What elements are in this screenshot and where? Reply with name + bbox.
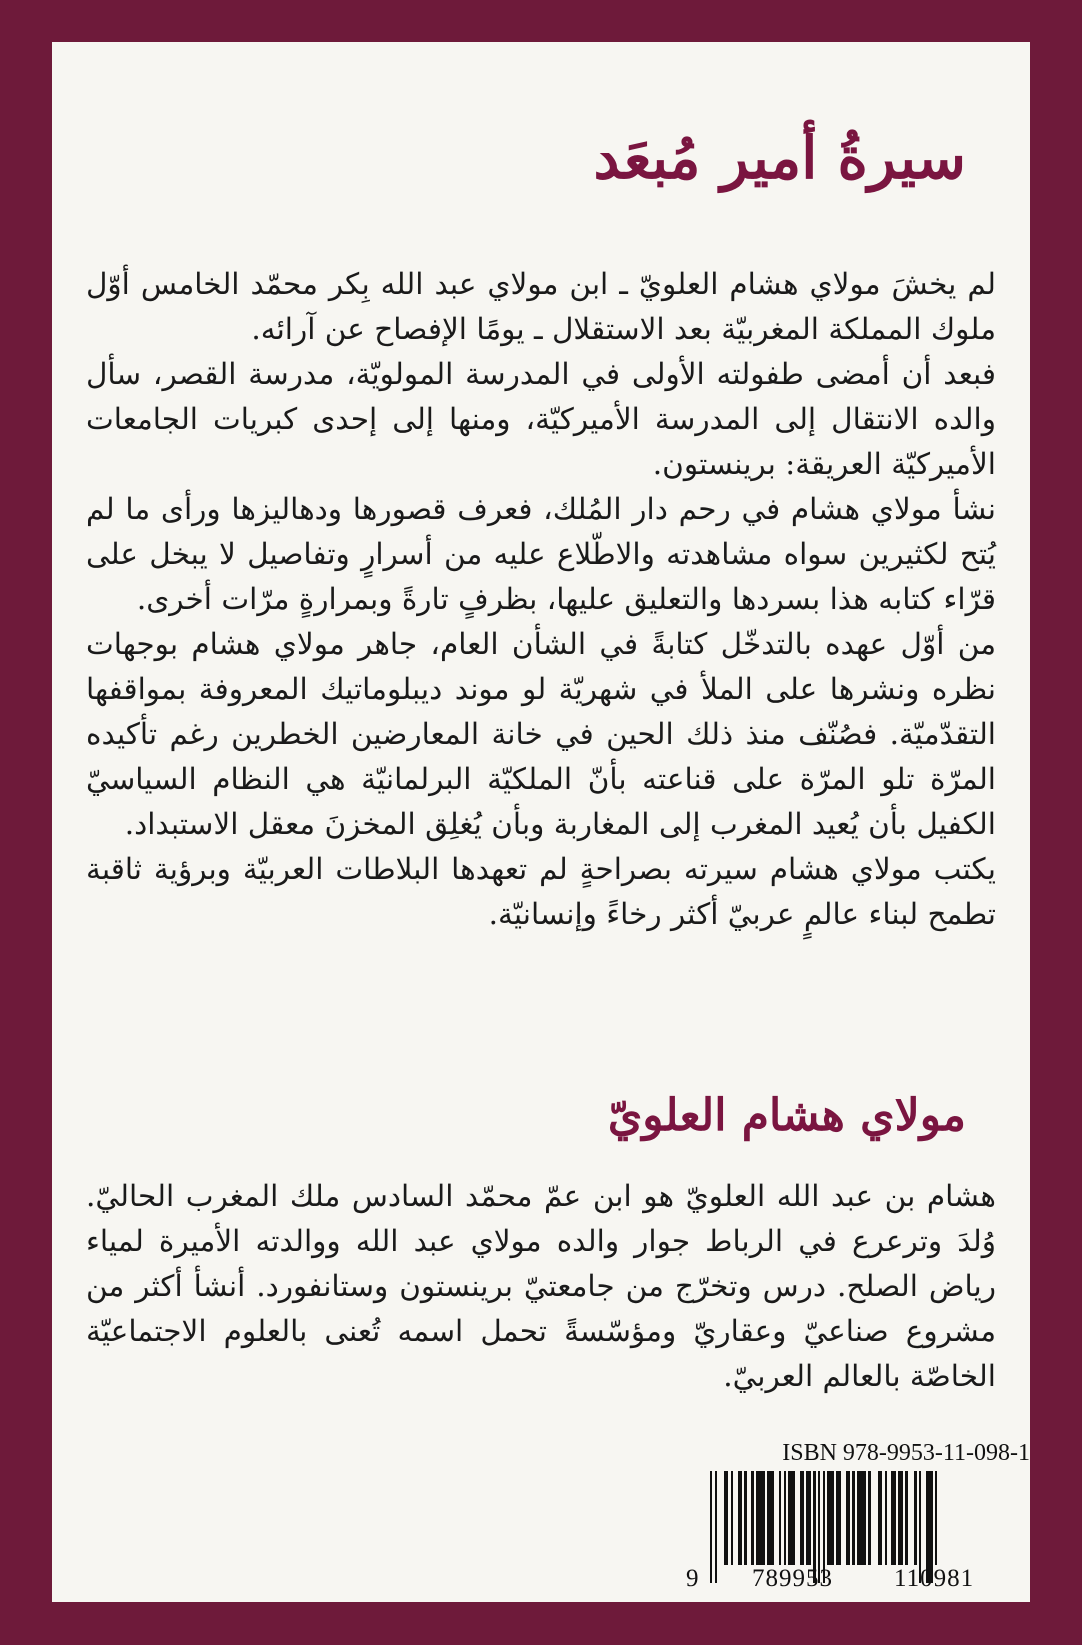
barcode-bar xyxy=(827,1471,834,1565)
isbn-barcode-block xyxy=(684,1440,1030,1593)
back-cover xyxy=(52,42,1030,1602)
blurb-paragraph: يكتب مولاي هشام سيرته بصراحةٍ لم تعهدها البلاطات العربيّة وبرؤية ثاقبة تطمح لبناء عالمٍ عربيّ أكثر رخاءً وإنسانيّة. xyxy=(86,852,996,931)
author-bio-text: هشام بن عبد الله العلويّ هو ابن عمّ محمّد السادس ملك المغرب الحاليّ. وُلدَ وترعرع في الرباط جوار والده مولاي عبد الله ووالدته الأميرة لمياء رياض الصلح. درس وتخرّج من جامعتيّ برينستون وستانفورد. أنشأ أكثر من مشروع صناعيّ وعقاريّ ومؤسّسةً تحمل اسمه تُعنى بالعلوم الاجتماعيّة الخاصّة بالعالم العربيّ. xyxy=(86,1179,996,1393)
blurb-paragraph: لم يخشَ مولاي هشام العلويّ ـ ابن مولاي عبد الله بِكر محمّد الخامس أوّل ملوك المملكة المغربيّة بعد الاستقلال ـ يومًا الإفصاح عن آرائه. xyxy=(86,267,996,346)
barcode-left-digits: 789953 xyxy=(752,1565,833,1592)
barcode-bar xyxy=(788,1471,795,1565)
author-name: مولاي هشام العلويّ xyxy=(607,1090,966,1141)
blurb-paragraph: نشأ مولاي هشام في رحم دار المُلك، فعرف قصورها ودهاليزها ورأى ما لم يُتح لكثيرين سواه مشاهدته والاطّلاع عليه من أسرارٍ وتفاصيل لا يبخل على قرّاء كتابه هذا بسردها والتعليق عليها، بظرفٍ تارةً وبمرارةٍ مرّات أخرى. xyxy=(86,492,996,616)
barcode-bar xyxy=(937,1471,939,1565)
barcode-bar xyxy=(717,1471,724,1565)
barcode-bar xyxy=(756,1471,765,1565)
isbn-label: ISBN 978-9953-11-098-1 xyxy=(782,1440,1030,1466)
barcode-bar xyxy=(857,1471,866,1565)
barcode-first-digit: 9 xyxy=(686,1565,699,1592)
barcode-digits xyxy=(684,1565,1030,1593)
blurb xyxy=(86,262,996,937)
barcode-bar xyxy=(871,1471,878,1565)
barcode-bar xyxy=(767,1471,774,1565)
barcode-right-digits: 110981 xyxy=(894,1565,975,1592)
author-bio xyxy=(86,1174,996,1399)
book-title: سيرةُ أمير مُبعَد xyxy=(593,124,966,192)
barcode-bar xyxy=(908,1471,915,1565)
blurb-paragraph: من أوّل عهده بالتدخّل كتابةً في الشأن العام، جاهر مولاي هشام بوجهات نظره ونشرها على الملأ في شهريّة لو موند ديبلوماتيك المعروفة بمواقفها التقدّميّة. فصُنّف منذ ذلك الحين في خانة المعارضين الخطرين رغم تأكيده المرّة تلو المرّة على قناعته بأنّ الملكيّة البرلمانيّة هي النظام السياسيّ الكفيل بأن يُعيد المغرب إلى المغاربة وبأن يُغلِق المخزنَ معقل الاستبداد. xyxy=(86,627,996,841)
blurb-paragraph: فبعد أن أمضى طفولته الأولى في المدرسة المولويّة، مدرسة القصر، سأل والده الانتقال إلى المدرسة الأميركيّة، ومنها إلى إحدى كبريات الجامعات الأميركيّة العريقة: برينستون. xyxy=(86,357,996,481)
